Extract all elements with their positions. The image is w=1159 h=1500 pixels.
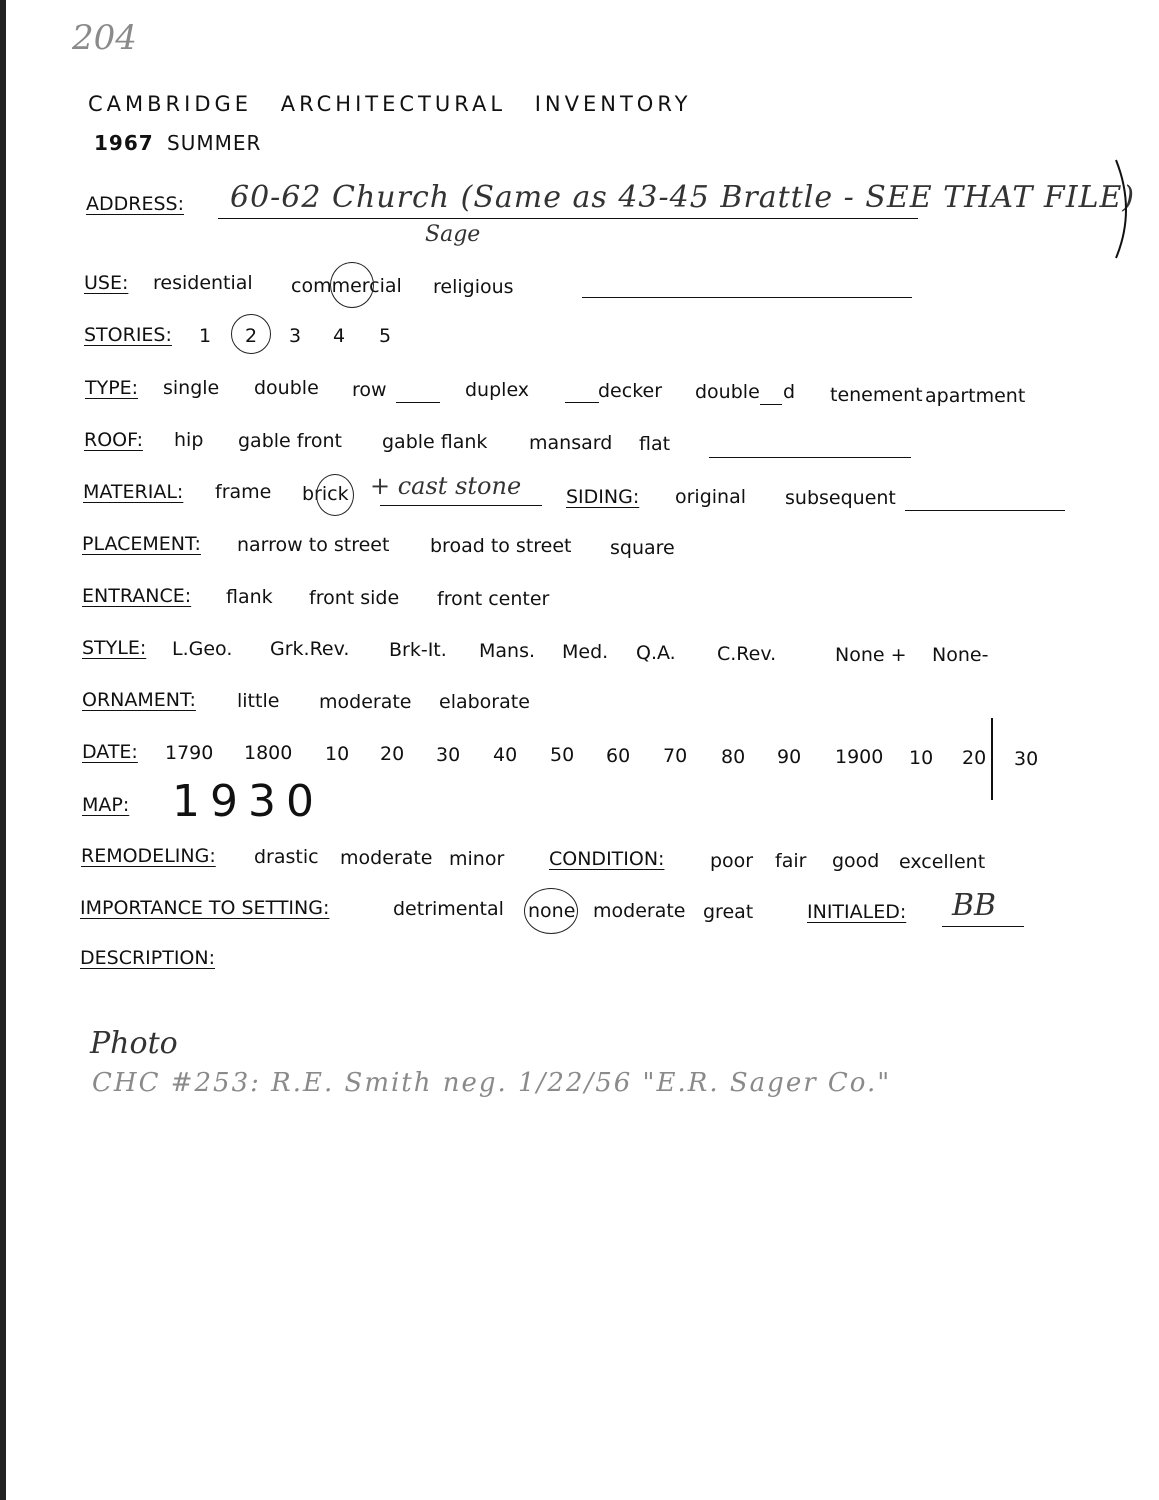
material-selected-circle <box>316 474 354 516</box>
date-option-1850: 50 <box>550 744 575 766</box>
address-value: 60-62 Church (Same as 43-45 Brattle - SEE THAT FILE) <box>230 180 1136 215</box>
remodeling-option-drastic: drastic <box>254 846 319 868</box>
importance-option-great: great <box>703 901 754 923</box>
use-selected-circle <box>330 262 374 308</box>
address-bracket <box>1112 158 1138 262</box>
map-value: 1930 <box>172 776 324 827</box>
date-option-1860: 60 <box>606 745 631 767</box>
address-label: ADDRESS: <box>86 193 184 215</box>
type-decker-blank <box>565 402 599 403</box>
condition-option-excellent: excellent <box>899 851 986 873</box>
type-option-duplex: duplex <box>465 379 530 401</box>
stories-option-3: 3 <box>289 325 302 347</box>
stories-label: STORIES: <box>84 324 172 346</box>
form-season-label: SUMMER <box>167 131 262 155</box>
type-option-row: row <box>352 379 387 401</box>
style-option-brkit: Brk-It. <box>389 639 447 661</box>
form-year: 1967 <box>94 131 154 155</box>
date-option-1880: 80 <box>721 746 746 768</box>
date-option-1790: 1790 <box>165 742 214 764</box>
style-option-qa: Q.A. <box>636 642 676 664</box>
remodeling-label: REMODELING: <box>81 845 216 867</box>
placement-label: PLACEMENT: <box>82 533 201 555</box>
date-option-1800: 1800 <box>244 742 293 764</box>
use-label: USE: <box>84 272 129 294</box>
type-option-apartment: apartment <box>925 385 1026 407</box>
material-note: + cast stone <box>370 472 522 500</box>
material-blank-line <box>380 505 542 506</box>
entrance-option-front-center: front center <box>437 588 550 610</box>
type-row-blank <box>396 402 440 403</box>
importance-selected-circle <box>524 888 578 934</box>
date-option-1870: 70 <box>663 745 688 767</box>
date-option-1900: 1900 <box>835 746 884 768</box>
siding-blank-line <box>905 510 1065 511</box>
roof-option-gable-front: gable front <box>238 430 342 452</box>
importance-option-detrimental: detrimental <box>393 898 504 920</box>
remodeling-option-minor: minor <box>449 848 505 870</box>
type-option-tenement: tenement <box>830 384 923 406</box>
remodeling-option-moderate: moderate <box>340 847 433 869</box>
roof-option-gable-flank: gable flank <box>382 431 488 453</box>
style-option-none-minus: None- <box>932 644 989 666</box>
roof-option-mansard: mansard <box>529 432 613 454</box>
condition-option-poor: poor <box>710 850 754 872</box>
stories-option-4: 4 <box>333 325 346 347</box>
date-option-1840: 40 <box>493 744 518 766</box>
style-option-mans: Mans. <box>479 640 536 662</box>
date-option-1820: 20 <box>380 743 405 765</box>
style-option-med: Med. <box>562 641 609 663</box>
placement-option-broad: broad to street <box>430 535 572 557</box>
use-blank-line <box>582 297 912 298</box>
use-option-commercial: commercial <box>291 275 402 297</box>
roof-option-flat: flat <box>639 433 671 455</box>
date-option-1920: 20 <box>962 747 987 769</box>
roof-option-hip: hip <box>174 429 204 451</box>
placement-option-square: square <box>610 537 675 559</box>
style-option-lgeo: L.Geo. <box>172 638 233 660</box>
stories-option-2: 2 <box>245 325 258 347</box>
date-option-1930: 30 <box>1014 748 1039 770</box>
placement-option-narrow: narrow to street <box>237 534 390 556</box>
type-option-double-decker: double <box>695 381 760 403</box>
material-option-brick: brick <box>302 483 349 505</box>
roof-blank-line <box>709 457 911 458</box>
page-number: 204 <box>72 18 137 58</box>
photo-label: Photo <box>90 1026 178 1061</box>
siding-label: SIDING: <box>566 486 640 508</box>
style-label: STYLE: <box>82 637 147 659</box>
date-option-1810: 10 <box>325 743 350 765</box>
siding-option-original: original <box>675 486 747 508</box>
type-option-decker: decker <box>598 380 663 402</box>
stories-option-5: 5 <box>379 325 392 347</box>
form-season <box>94 131 261 155</box>
use-option-religious: religious <box>433 276 514 298</box>
type-option-single: single <box>163 377 220 399</box>
date-label: DATE: <box>82 741 138 763</box>
type-label: TYPE: <box>85 377 139 399</box>
initialed-value: BB <box>952 888 997 923</box>
date-option-1830: 30 <box>436 744 461 766</box>
photo-note: CHC #253: R.E. Smith neg. 1/22/56 "E.R. Sager Co." <box>92 1068 892 1098</box>
ornament-option-moderate: moderate <box>319 691 412 713</box>
importance-label: IMPORTANCE TO SETTING: <box>80 897 330 919</box>
stories-selected-circle <box>231 314 271 354</box>
use-option-residential: residential <box>153 272 253 294</box>
initialed-blank-line <box>942 926 1024 927</box>
style-option-none-plus: None + <box>835 644 907 666</box>
form-title: CAMBRIDGE ARCHITECTURAL INVENTORY <box>88 92 692 116</box>
siding-option-subsequent: subsequent <box>785 487 896 509</box>
date-option-1890: 90 <box>777 746 802 768</box>
importance-option-none: none <box>528 900 576 922</box>
condition-label: CONDITION: <box>549 848 665 870</box>
entrance-option-front-side: front side <box>309 587 400 609</box>
ornament-label: ORNAMENT: <box>82 689 196 711</box>
stories-option-1: 1 <box>199 325 212 347</box>
date-divider-mark <box>991 718 993 800</box>
entrance-label: ENTRANCE: <box>82 585 192 607</box>
map-label: MAP: <box>82 794 130 816</box>
type-option-double: double <box>254 377 319 399</box>
style-option-grkrev: Grk.Rev. <box>270 638 350 660</box>
date-option-1910: 10 <box>909 747 934 769</box>
importance-option-moderate: moderate <box>593 900 686 922</box>
condition-option-fair: fair <box>775 850 807 872</box>
entrance-option-flank: flank <box>226 586 273 608</box>
address-sub-note: Sage <box>425 222 481 247</box>
type-double-blank <box>760 404 782 405</box>
ornament-option-elaborate: elaborate <box>439 691 530 713</box>
material-label: MATERIAL: <box>83 481 184 503</box>
material-option-frame: frame <box>215 481 272 503</box>
description-label: DESCRIPTION: <box>80 947 216 969</box>
initialed-label: INITIALED: <box>807 901 907 923</box>
address-line <box>218 218 918 219</box>
style-option-crev: C.Rev. <box>717 643 777 665</box>
type-option-d: d <box>783 381 796 403</box>
condition-option-good: good <box>832 850 880 872</box>
roof-label: ROOF: <box>84 429 143 451</box>
ornament-option-little: little <box>237 690 280 712</box>
